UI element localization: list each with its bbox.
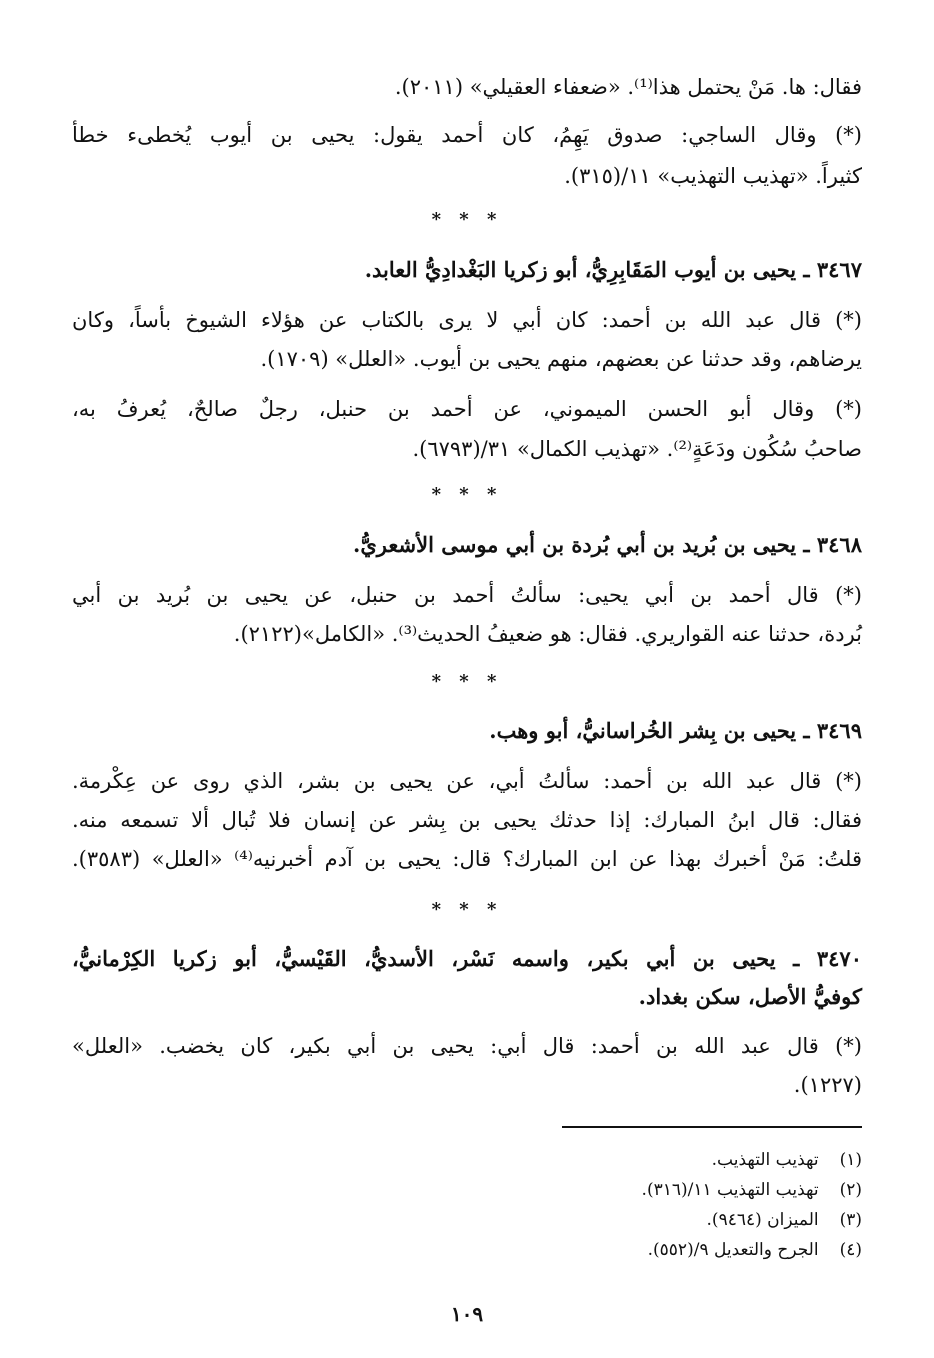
page-number: ١٠٩ xyxy=(450,1302,484,1326)
text-line-18: (*) قال عبد الله بن أحمد: قال أبي: يحيى بن أبي بكير، كان يخضب. «العلل» xyxy=(72,1034,862,1058)
footnote-2 xyxy=(262,1178,862,1202)
footnote-number: (٤) xyxy=(839,1240,862,1260)
entry-heading-3470-cont: كوفيُّ الأصل، سكن بغداد. xyxy=(638,984,862,1009)
text-line-10: (*) قال أحمد بن أبي يحيى: سألتُ أحمد بن حنبل، عن يحيى بن بُريد بن أبي xyxy=(72,583,862,607)
footnote-4 xyxy=(262,1238,862,1262)
text-line-11: بُردة، حدثنا عنه القواريري. فقال: هو ضعيفُ الحديث⁽³⁾. «الكامل»(٢١٢٢). xyxy=(233,622,862,646)
entry-heading-3470: ٣٤٧٠ ـ يحيى بن أبي بكير، واسمه نَسْر، الأسديُّ، القَيْسيُّ، أبو زكريا الكِرْمانيُّ، xyxy=(72,946,862,971)
text-line-13: (*) قال عبد الله بن أحمد: سألتُ أبي، عن يحيى بن بشر، الذي روى عن عِكْرمة. xyxy=(72,769,862,793)
footnote-3 xyxy=(262,1208,862,1232)
footnote-text: تهذيب التهذيب ١١/(٣١٦). xyxy=(641,1180,819,1200)
footnote-number: (٢) xyxy=(839,1180,862,1200)
text-line-5: (*) قال عبد الله بن أحمد: كان أبي لا يرى بالكتاب عن هؤلاء الشيوخ بأساً، وكان xyxy=(72,308,862,332)
text-line-3: كثيراً. «تهذيب التهذيب» ١١/(٣١٥). xyxy=(564,164,862,188)
entry-heading-3468: ٣٤٦٨ ـ يحيى بن بُريد بن أبي بُردة بن أبي موسى الأشعريُّ. xyxy=(353,532,862,557)
text-line-2: (*) وقال الساجي: صدوق يَهِمُ، كان أحمد يقول: يحيى بن أيوب يُخطىء خطأ xyxy=(72,123,862,147)
text-line-6: يرضاهم، وقد حدثنا عن بعضهم، منهم يحيى بن أيوب. «العلل» (١٧٠٩). xyxy=(260,347,862,371)
footnote-number: (٣) xyxy=(839,1210,862,1230)
section-separator: * * * xyxy=(431,899,503,920)
footnote-1 xyxy=(262,1148,862,1172)
text-line-1: فقال: ها. مَنْ يحتمل هذا⁽¹⁾. «ضعفاء العقيلي» (٢٠١١). xyxy=(394,75,862,99)
entry-heading-3467: ٣٤٦٧ ـ يحيى بن أيوب المَقَابِرِيُّ، أبو زكريا البَغْدادِيُّ العابد. xyxy=(364,257,862,282)
footnote-text: الجرح والتعديل ٩/(٥٥٢). xyxy=(647,1240,819,1260)
text-line-8: صاحبُ سُكُون ودَعَةٍ⁽²⁾. «تهذيب الكمال» ٣١/(٦٧٩٣). xyxy=(412,437,862,461)
text-line-7: (*) وقال أبو الحسن الميموني، عن أحمد بن حنبل، رجلٌ صالحٌ، يُعرفُ به، xyxy=(72,397,862,421)
text-line-19: (١٢٢٧). xyxy=(793,1073,862,1097)
footnote-divider xyxy=(562,1126,862,1128)
text-line-15: قلتُ: مَنْ أخبرك بهذا عن ابن المبارك؟ قال: يحيى بن آدم أخبرنيه⁽⁴⁾ «العلل» (٣٥٨٣). xyxy=(72,847,862,871)
footnote-text: الميزان (٩٤٦٤). xyxy=(706,1210,819,1230)
section-separator: * * * xyxy=(431,484,503,505)
text-line-14: فقال: قال ابنُ المبارك: إذا حدثك يحيى بن بِشر عن إنسان فلا تُبال ألا تسمعه منه. xyxy=(72,808,862,832)
footnote-number: (١) xyxy=(839,1150,862,1170)
section-separator: * * * xyxy=(431,209,503,230)
entry-heading-3469: ٣٤٦٩ ـ يحيى بن بِشر الخُراسانيُّ، أبو وهب. xyxy=(489,718,862,743)
footnote-text: تهذيب التهذيب. xyxy=(711,1150,819,1170)
section-separator: * * * xyxy=(431,671,503,692)
